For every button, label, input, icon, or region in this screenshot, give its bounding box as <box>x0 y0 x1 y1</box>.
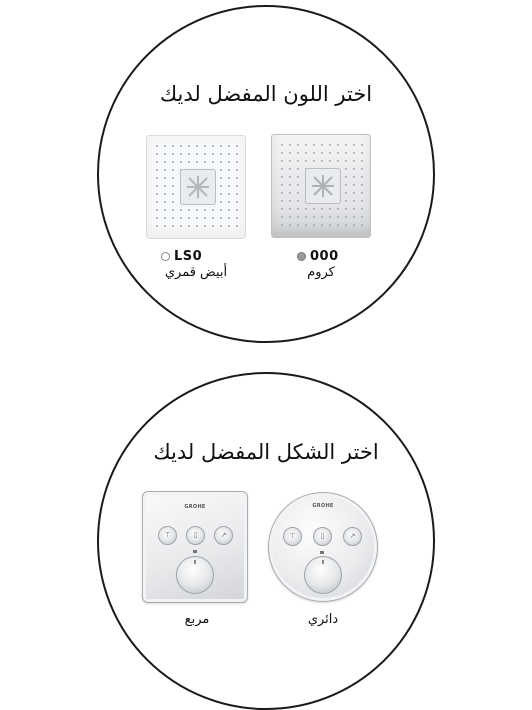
chrome-option-code[interactable]: 000 <box>297 249 339 264</box>
thermostat-knob-icon <box>304 556 342 594</box>
spray-function-button-icon: ↗ <box>214 526 233 545</box>
chrome-shower-head-image[interactable] <box>271 134 371 238</box>
brand-logo: GROHE <box>184 504 206 510</box>
brand-logo: GROHE <box>312 503 334 509</box>
round-option-label: دائري <box>307 612 339 627</box>
square-control-image[interactable] <box>142 491 248 603</box>
thermostat-knob-icon <box>176 556 214 594</box>
white-option-code[interactable]: LS0 <box>161 249 202 264</box>
radio-unselected-icon[interactable] <box>161 252 170 261</box>
indicator-mark <box>320 551 324 554</box>
color-section-title: اختر اللون المفضل لديك <box>159 82 373 106</box>
spray-function-button-icon: ↗ <box>343 527 362 546</box>
shape-section-title: اختر الشكل المفضل لديك <box>153 440 379 464</box>
white-shower-head-image[interactable] <box>146 135 246 239</box>
indicator-mark <box>193 550 197 553</box>
round-control-image[interactable] <box>268 492 378 602</box>
radio-selected-icon[interactable] <box>297 252 306 261</box>
white-option-label: أبيض قمري <box>164 265 228 280</box>
shower-center-plate <box>180 169 216 205</box>
shower-function-button-icon: ⊤ <box>158 526 177 545</box>
chrome-option-label: كروم <box>307 265 335 280</box>
shower-function-button-icon: ⊤ <box>283 527 302 546</box>
shower-center-plate <box>305 168 341 204</box>
square-option-label: مربع <box>184 612 210 627</box>
handshower-function-button-icon: ▯ <box>186 526 205 545</box>
handshower-function-button-icon: ▯ <box>313 527 332 546</box>
